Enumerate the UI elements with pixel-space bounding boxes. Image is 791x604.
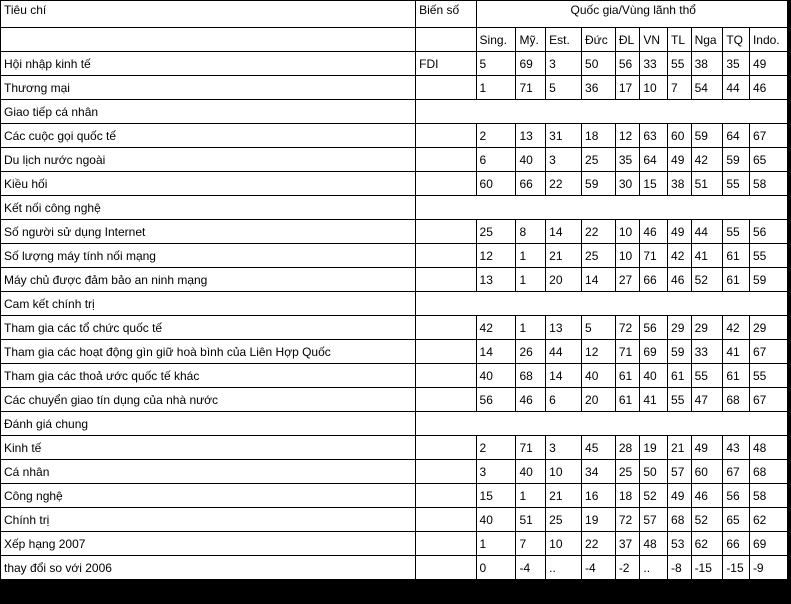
variable-cell [416, 484, 475, 507]
header-row-2 [1, 28, 787, 51]
value-cell: 57 [668, 460, 691, 483]
value-cell: 41 [692, 244, 723, 267]
value-cell: 33 [692, 340, 723, 363]
table-row [1, 508, 787, 531]
value-cell: 44 [692, 220, 723, 243]
table-row [1, 316, 787, 339]
value-cell: 68 [516, 364, 545, 387]
value-cell: 55 [692, 364, 723, 387]
value-cell: 14 [582, 268, 615, 291]
value-cell: .. [546, 556, 581, 579]
value-cell: 10 [546, 532, 581, 555]
section-label: Đánh giá chung [1, 412, 415, 435]
criteria-label: Số người sử dụng Internet [1, 220, 415, 243]
value-cell: 41 [640, 388, 667, 411]
table-row [1, 220, 787, 243]
value-cell: 45 [582, 436, 615, 459]
value-cell: 38 [692, 52, 723, 75]
value-cell: 33 [640, 52, 667, 75]
section-row [1, 100, 787, 123]
table-row [1, 172, 787, 195]
country-header: Nga [692, 28, 723, 51]
table-row [1, 364, 787, 387]
value-cell: 52 [640, 484, 667, 507]
variable-cell [416, 148, 475, 171]
value-cell: 10 [616, 244, 640, 267]
value-cell: 25 [582, 244, 615, 267]
value-cell: 56 [477, 388, 516, 411]
variable-cell [416, 124, 475, 147]
value-cell: 3 [546, 148, 581, 171]
value-cell: 1 [516, 316, 545, 339]
value-cell: 36 [582, 76, 615, 99]
value-cell: 3 [477, 460, 516, 483]
value-cell: 57 [640, 508, 667, 531]
value-cell: 21 [546, 244, 581, 267]
value-cell: -8 [668, 556, 691, 579]
variable-header: Biến số [416, 1, 475, 27]
value-cell: 13 [546, 316, 581, 339]
criteria-label: Chính trị [1, 508, 415, 531]
section-filler [416, 100, 787, 123]
value-cell: -9 [750, 556, 787, 579]
value-cell: 10 [640, 76, 667, 99]
value-cell: 25 [546, 508, 581, 531]
value-cell: 60 [477, 172, 516, 195]
value-cell: 1 [477, 532, 516, 555]
value-cell: 15 [640, 172, 667, 195]
variable-cell [416, 316, 475, 339]
value-cell: 64 [640, 148, 667, 171]
value-cell: 5 [477, 52, 516, 75]
value-cell: 38 [668, 172, 691, 195]
value-cell: 29 [692, 316, 723, 339]
value-cell: 55 [750, 364, 787, 387]
variable-cell [416, 388, 475, 411]
section-filler [416, 196, 787, 219]
value-cell: 7 [668, 76, 691, 99]
criteria-label: Tham gia các thoả ước quốc tế khác [1, 364, 415, 387]
value-cell: 6 [477, 148, 516, 171]
value-cell: 5 [546, 76, 581, 99]
value-cell: 0 [477, 556, 516, 579]
table-row [1, 124, 787, 147]
value-cell: 10 [546, 460, 581, 483]
country-header: Indo. [750, 28, 787, 51]
value-cell: 55 [668, 388, 691, 411]
value-cell: 46 [692, 484, 723, 507]
criteria-header: Tiêu chí [1, 1, 415, 27]
value-cell: 20 [546, 268, 581, 291]
value-cell: -15 [723, 556, 749, 579]
value-cell: 67 [750, 388, 787, 411]
variable-cell [416, 460, 475, 483]
value-cell: 25 [477, 220, 516, 243]
value-cell: 40 [477, 508, 516, 531]
value-cell: 56 [640, 316, 667, 339]
value-cell: 13 [516, 124, 545, 147]
country-header: ĐL [616, 28, 640, 51]
value-cell: 14 [477, 340, 516, 363]
value-cell: 55 [723, 220, 749, 243]
value-cell: 48 [640, 532, 667, 555]
value-cell: 52 [692, 268, 723, 291]
value-cell: 15 [477, 484, 516, 507]
value-cell: 65 [750, 148, 787, 171]
value-cell: 50 [640, 460, 667, 483]
value-cell: -2 [616, 556, 640, 579]
table-row [1, 340, 787, 363]
variable-cell [416, 340, 475, 363]
criteria-label: Hội nhập kinh tế [1, 52, 415, 75]
value-cell: 71 [516, 436, 545, 459]
value-cell: 49 [668, 220, 691, 243]
value-cell: 43 [723, 436, 749, 459]
criteria-label: Kinh tế [1, 436, 415, 459]
criteria-label: Xếp hạng 2007 [1, 532, 415, 555]
value-cell: 47 [692, 388, 723, 411]
variable-cell [416, 244, 475, 267]
country-header: TL [668, 28, 691, 51]
section-label: Kết nối công nghệ [1, 196, 415, 219]
value-cell: 12 [616, 124, 640, 147]
value-cell: 1 [516, 268, 545, 291]
value-cell: 22 [582, 532, 615, 555]
value-cell: 61 [723, 244, 749, 267]
value-cell: 28 [616, 436, 640, 459]
value-cell: 59 [692, 124, 723, 147]
value-cell: 46 [640, 220, 667, 243]
value-cell: 14 [546, 364, 581, 387]
countries-group-header: Quốc gia/Vùng lãnh thổ [477, 1, 787, 27]
value-cell: 8 [516, 220, 545, 243]
variable-header-blank [416, 28, 475, 51]
value-cell: 59 [668, 340, 691, 363]
value-cell: 2 [477, 124, 516, 147]
value-cell: 27 [616, 268, 640, 291]
value-cell: 56 [750, 220, 787, 243]
value-cell: 61 [616, 364, 640, 387]
value-cell: 35 [616, 148, 640, 171]
value-cell: 1 [516, 484, 545, 507]
value-cell: 12 [477, 244, 516, 267]
variable-cell [416, 364, 475, 387]
table-row [1, 532, 787, 555]
section-row [1, 196, 787, 219]
section-filler [416, 412, 787, 435]
value-cell: 49 [750, 52, 787, 75]
country-header: Mỹ. [516, 28, 545, 51]
value-cell: -15 [692, 556, 723, 579]
value-cell: 69 [640, 340, 667, 363]
value-cell: 44 [546, 340, 581, 363]
variable-cell [416, 220, 475, 243]
value-cell: 69 [516, 52, 545, 75]
value-cell: 3 [546, 436, 581, 459]
section-label: Giao tiếp cá nhân [1, 100, 415, 123]
value-cell: 2 [477, 436, 516, 459]
value-cell: 42 [477, 316, 516, 339]
value-cell: 66 [640, 268, 667, 291]
value-cell: 29 [668, 316, 691, 339]
variable-cell [416, 556, 475, 579]
table-row [1, 148, 787, 171]
value-cell: 40 [582, 364, 615, 387]
criteria-label: Thương mại [1, 76, 415, 99]
value-cell: 19 [640, 436, 667, 459]
variable-cell [416, 268, 475, 291]
value-cell: -4 [516, 556, 545, 579]
country-header: VN [640, 28, 667, 51]
value-cell: 26 [516, 340, 545, 363]
value-cell: 21 [668, 436, 691, 459]
value-cell: 30 [616, 172, 640, 195]
variable-cell [416, 532, 475, 555]
value-cell: 71 [516, 76, 545, 99]
value-cell: 3 [546, 52, 581, 75]
variable-cell [416, 172, 475, 195]
table-row [1, 436, 787, 459]
value-cell: 59 [582, 172, 615, 195]
value-cell: 29 [750, 316, 787, 339]
value-cell: 22 [582, 220, 615, 243]
value-cell: 14 [546, 220, 581, 243]
value-cell: 21 [546, 484, 581, 507]
value-cell: 61 [723, 364, 749, 387]
value-cell: 61 [723, 268, 749, 291]
value-cell: 46 [668, 268, 691, 291]
variable-cell [416, 436, 475, 459]
value-cell: 55 [750, 244, 787, 267]
value-cell: 7 [516, 532, 545, 555]
table-row [1, 52, 787, 75]
value-cell: 55 [668, 52, 691, 75]
value-cell: 44 [723, 76, 749, 99]
value-cell: 58 [750, 484, 787, 507]
country-header: Đức [582, 28, 615, 51]
criteria-header-blank [1, 28, 415, 51]
value-cell: 40 [477, 364, 516, 387]
value-cell: 59 [723, 148, 749, 171]
value-cell: 37 [616, 532, 640, 555]
value-cell: 61 [668, 364, 691, 387]
value-cell: 25 [582, 148, 615, 171]
value-cell: 71 [640, 244, 667, 267]
value-cell: .. [640, 556, 667, 579]
value-cell: 51 [516, 508, 545, 531]
criteria-label: Kiều hối [1, 172, 415, 195]
section-filler [416, 292, 787, 315]
value-cell: 31 [546, 124, 581, 147]
value-cell: 52 [692, 508, 723, 531]
value-cell: 67 [750, 124, 787, 147]
criteria-label: Các chuyển giao tín dụng của nhà nước [1, 388, 415, 411]
value-cell: 48 [750, 436, 787, 459]
section-row [1, 412, 787, 435]
country-header: Est. [546, 28, 581, 51]
table-row [1, 556, 787, 579]
value-cell: 1 [516, 244, 545, 267]
variable-cell: FDI [416, 52, 475, 75]
value-cell: -4 [582, 556, 615, 579]
value-cell: 46 [516, 388, 545, 411]
table-row [1, 268, 787, 291]
country-header: Sing. [477, 28, 516, 51]
value-cell: 6 [546, 388, 581, 411]
criteria-label: Máy chủ được đảm bảo an ninh mạng [1, 268, 415, 291]
value-cell: 49 [668, 148, 691, 171]
value-cell: 1 [477, 76, 516, 99]
variable-cell [416, 508, 475, 531]
value-cell: 67 [723, 460, 749, 483]
value-cell: 69 [750, 532, 787, 555]
value-cell: 22 [546, 172, 581, 195]
value-cell: 20 [582, 388, 615, 411]
value-cell: 42 [668, 244, 691, 267]
value-cell: 50 [582, 52, 615, 75]
value-cell: 66 [723, 532, 749, 555]
value-cell: 18 [616, 484, 640, 507]
criteria-label: Số lượng máy tính nối mạng [1, 244, 415, 267]
header-row-1 [1, 1, 787, 27]
criteria-label: Du lịch nước ngoài [1, 148, 415, 171]
value-cell: 58 [750, 172, 787, 195]
value-cell: 19 [582, 508, 615, 531]
value-cell: 40 [516, 460, 545, 483]
table-row [1, 76, 787, 99]
value-cell: 61 [616, 388, 640, 411]
table-row [1, 460, 787, 483]
table-row [1, 484, 787, 507]
value-cell: 62 [692, 532, 723, 555]
value-cell: 25 [616, 460, 640, 483]
variable-cell [416, 76, 475, 99]
value-cell: 42 [723, 316, 749, 339]
value-cell: 60 [692, 460, 723, 483]
value-cell: 68 [750, 460, 787, 483]
table-row [1, 244, 787, 267]
value-cell: 12 [582, 340, 615, 363]
criteria-label: Công nghệ [1, 484, 415, 507]
value-cell: 72 [616, 316, 640, 339]
value-cell: 72 [616, 508, 640, 531]
value-cell: 62 [750, 508, 787, 531]
value-cell: 54 [692, 76, 723, 99]
value-cell: 68 [668, 508, 691, 531]
value-cell: 56 [616, 52, 640, 75]
value-cell: 60 [668, 124, 691, 147]
value-cell: 49 [692, 436, 723, 459]
criteria-label: thay đổi so với 2006 [1, 556, 415, 579]
section-label: Cam kết chính trị [1, 292, 415, 315]
value-cell: 40 [516, 148, 545, 171]
value-cell: 40 [640, 364, 667, 387]
criteria-label: Tham gia các tổ chức quốc tế [1, 316, 415, 339]
value-cell: 41 [723, 340, 749, 363]
value-cell: 66 [516, 172, 545, 195]
criteria-label: Các cuộc gọi quốc tế [1, 124, 415, 147]
value-cell: 10 [616, 220, 640, 243]
value-cell: 13 [477, 268, 516, 291]
value-cell: 18 [582, 124, 615, 147]
value-cell: 5 [582, 316, 615, 339]
value-cell: 35 [723, 52, 749, 75]
table-row [1, 388, 787, 411]
value-cell: 68 [723, 388, 749, 411]
value-cell: 42 [692, 148, 723, 171]
value-cell: 67 [750, 340, 787, 363]
country-header: TQ [723, 28, 749, 51]
value-cell: 65 [723, 508, 749, 531]
value-cell: 51 [692, 172, 723, 195]
value-cell: 16 [582, 484, 615, 507]
value-cell: 64 [723, 124, 749, 147]
value-cell: 56 [723, 484, 749, 507]
value-cell: 46 [750, 76, 787, 99]
value-cell: 34 [582, 460, 615, 483]
value-cell: 71 [616, 340, 640, 363]
section-row [1, 292, 787, 315]
value-cell: 55 [723, 172, 749, 195]
value-cell: 59 [750, 268, 787, 291]
value-cell: 17 [616, 76, 640, 99]
value-cell: 53 [668, 532, 691, 555]
value-cell: 49 [668, 484, 691, 507]
criteria-label: Cá nhân [1, 460, 415, 483]
criteria-label: Tham gia các hoạt động gìn giữ hoà bình của Liên Hợp Quốc [1, 340, 415, 363]
value-cell: 63 [640, 124, 667, 147]
